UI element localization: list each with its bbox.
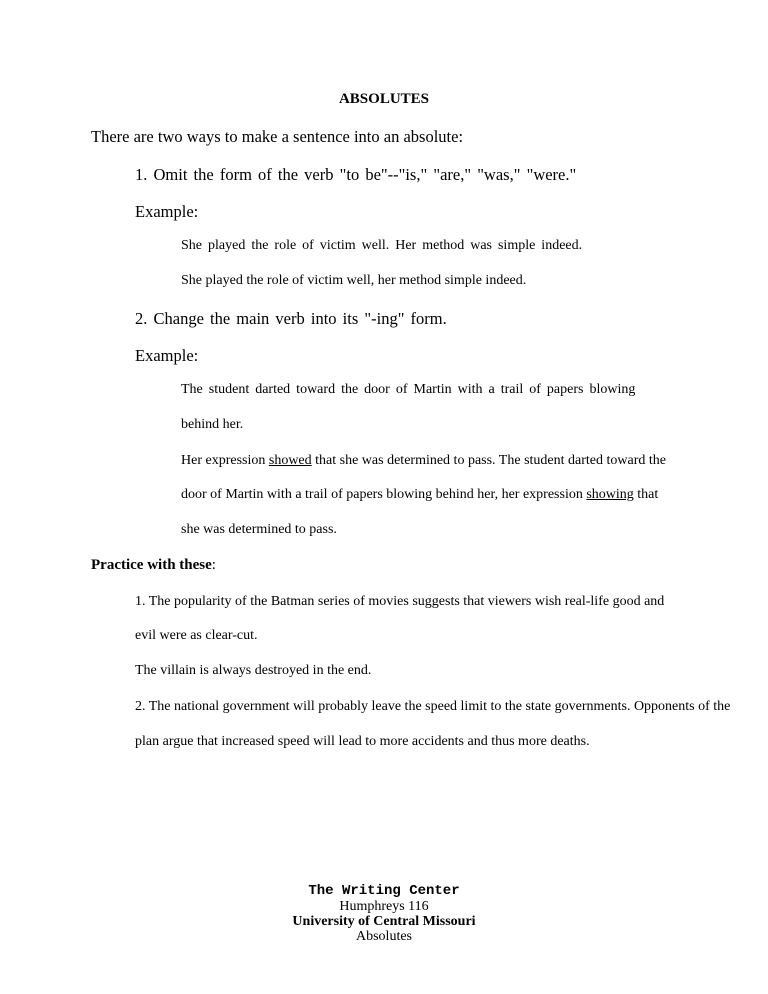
example-2-line-5: she was determined to pass. xyxy=(181,522,337,537)
practice-heading-colon: : xyxy=(211,557,216,573)
example-2-line-3 xyxy=(181,453,666,469)
example-2-line-1: The student darted toward the door of Martin with a trail of papers blowing xyxy=(181,382,636,397)
practice-1-line-1: 1. The popularity of the Batman series of movies suggests that viewers wish real-life good and xyxy=(135,594,665,609)
underlined-word-showed: showed xyxy=(268,453,312,468)
practice-heading xyxy=(91,557,216,574)
example-2-line-3-pre: Her expression xyxy=(181,453,269,468)
practice-1-line-2: evil were as clear-cut. xyxy=(135,628,258,643)
example-2-line-4-post: that xyxy=(633,487,659,502)
practice-heading-bold: Practice with these xyxy=(91,557,212,573)
example-2-line-2: behind her. xyxy=(181,417,244,432)
example-1-sentence-1: She played the role of victim well. Her method was simple indeed. xyxy=(181,238,583,253)
practice-2-line-2: plan argue that increased speed will lead to more accidents and thus more deaths. xyxy=(135,734,590,749)
page-title: ABSOLUTES xyxy=(338,91,430,107)
intro-text: There are two ways to make a sentence into an absolute: xyxy=(91,127,464,146)
footer-writing-center: The Writing Center xyxy=(308,883,460,899)
example-2-line-4 xyxy=(181,487,658,503)
example-2-line-3-post: that she was determined to pass. The student darted toward the xyxy=(311,453,666,468)
footer-university: University of Central Missouri xyxy=(292,914,476,929)
step-2-text: 2. Change the main verb into its "-ing" form. xyxy=(135,309,447,328)
underlined-word-showing: showing xyxy=(586,487,634,502)
step-1-text: 1. Omit the form of the verb "to be"--"is," "are," "was," "were." xyxy=(135,165,577,184)
example-label-2: Example: xyxy=(135,346,199,365)
practice-1-line-3: The villain is always destroyed in the end. xyxy=(135,663,372,678)
practice-2-line-1: 2. The national government will probably leave the speed limit to the state governments. Opponents of the xyxy=(135,699,731,714)
example-1-sentence-2: She played the role of victim well, her method simple indeed. xyxy=(181,273,527,288)
footer-room: Humphreys 116 xyxy=(339,899,429,914)
example-2-line-4-pre: door of Martin with a trail of papers blowing behind her, her expression xyxy=(181,487,587,502)
footer-topic: Absolutes xyxy=(356,929,412,944)
example-label-1: Example: xyxy=(135,202,199,221)
